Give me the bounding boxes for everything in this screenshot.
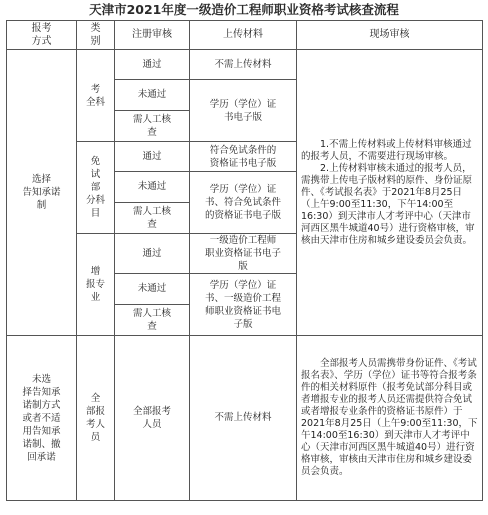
document-title: 天津市2021年度一级造价工程师职业资格考试核查流程 [89,2,399,17]
status-passed: 通过 [115,234,190,274]
note-check-all-applicants: 全部报考 人员 [115,336,190,501]
verification-process-table [6,20,483,501]
upload-add-passed: 一级造价工程师 职业资格证书电子 版 [190,234,297,274]
category-add-major: 增 报专 业 [77,234,115,336]
header-upload: 上传材料 [190,21,297,50]
header-row [7,21,483,50]
upload-no-materials: 不需上传材料 [190,336,297,501]
header-method: 报考 方式 [7,21,77,50]
status-not-passed: 未通过 [115,274,190,305]
status-passed: 通过 [115,50,190,80]
onsite-commitment-text [297,50,483,336]
method-no-commitment: 未选 择告知承 诺制方式 或者不适 用告知承 诺制、撤 回承诺 [7,336,77,501]
category-all-applicants: 全 部报 考人 员 [77,336,115,501]
status-not-passed: 未通过 [115,80,190,111]
category-full-subjects: 考 全科 [77,50,115,142]
table-row [7,50,483,80]
table-row [7,336,483,501]
upload-exempt-passed: 符合免试条件的 资格证书电子版 [190,142,297,172]
status-not-passed: 未通过 [115,172,190,203]
status-manual: 需人工核 查 [115,203,190,234]
header-note-check: 注册审核 [115,21,190,50]
onsite-para-1: 1.不需上传材料或上传材料审核通过的报考人员，不需要进行现场审核。 [301,138,472,162]
upload-add-other: 学历（学位）证 书、一级造价工程 师职业资格证书电 子版 [190,274,297,336]
category-exempt-subjects: 免 试 部 分科 目 [77,142,115,234]
status-manual: 需人工核 查 [115,305,190,336]
upload-full-other: 学历（学位）证 书电子版 [190,80,297,142]
header-category: 类 别 [77,21,115,50]
method-commitment: 选择 告知承诺 制 [7,50,77,336]
upload-exempt-other: 学历（学位）证 书、符合免试条件 的资格证书电子版 [190,172,297,234]
onsite-para-3: 全部报考人员需携带身份证件、《考试报名表》、学历（学位）证书等符合报考条件的相关材料原件（报考免试部分科目或者增报专业的报考人员还需提供符合免试或者增报专业条件的资格证书原件）于2021年8月25日（上午9:00至11:30，下午14:00至16:30）到天津市人才考评中心（天津市河西区黑牛城道40号）进行资格审核，审核由天津市住房和城乡建设委员会负责。 [301,358,478,477]
onsite-para-2: 2.上传材料审核未通过的报考人员，需携带上传电子版材料的原件、身份证原件、《考试报名表》于2021年8月25日（上午9:00至11:30，下午14:00至16:30）到天津市人才考评中心（天津市河西区黑牛城道40号）进行资格审核，审核由天津市住房和城乡建设委员会负责。 [301,162,475,246]
status-passed: 通过 [115,142,190,172]
upload-full-passed: 不需上传材料 [190,50,297,80]
onsite-no-commitment-text [297,336,483,501]
status-manual: 需人工核 查 [115,111,190,142]
header-onsite: 现场审核 [297,21,483,50]
